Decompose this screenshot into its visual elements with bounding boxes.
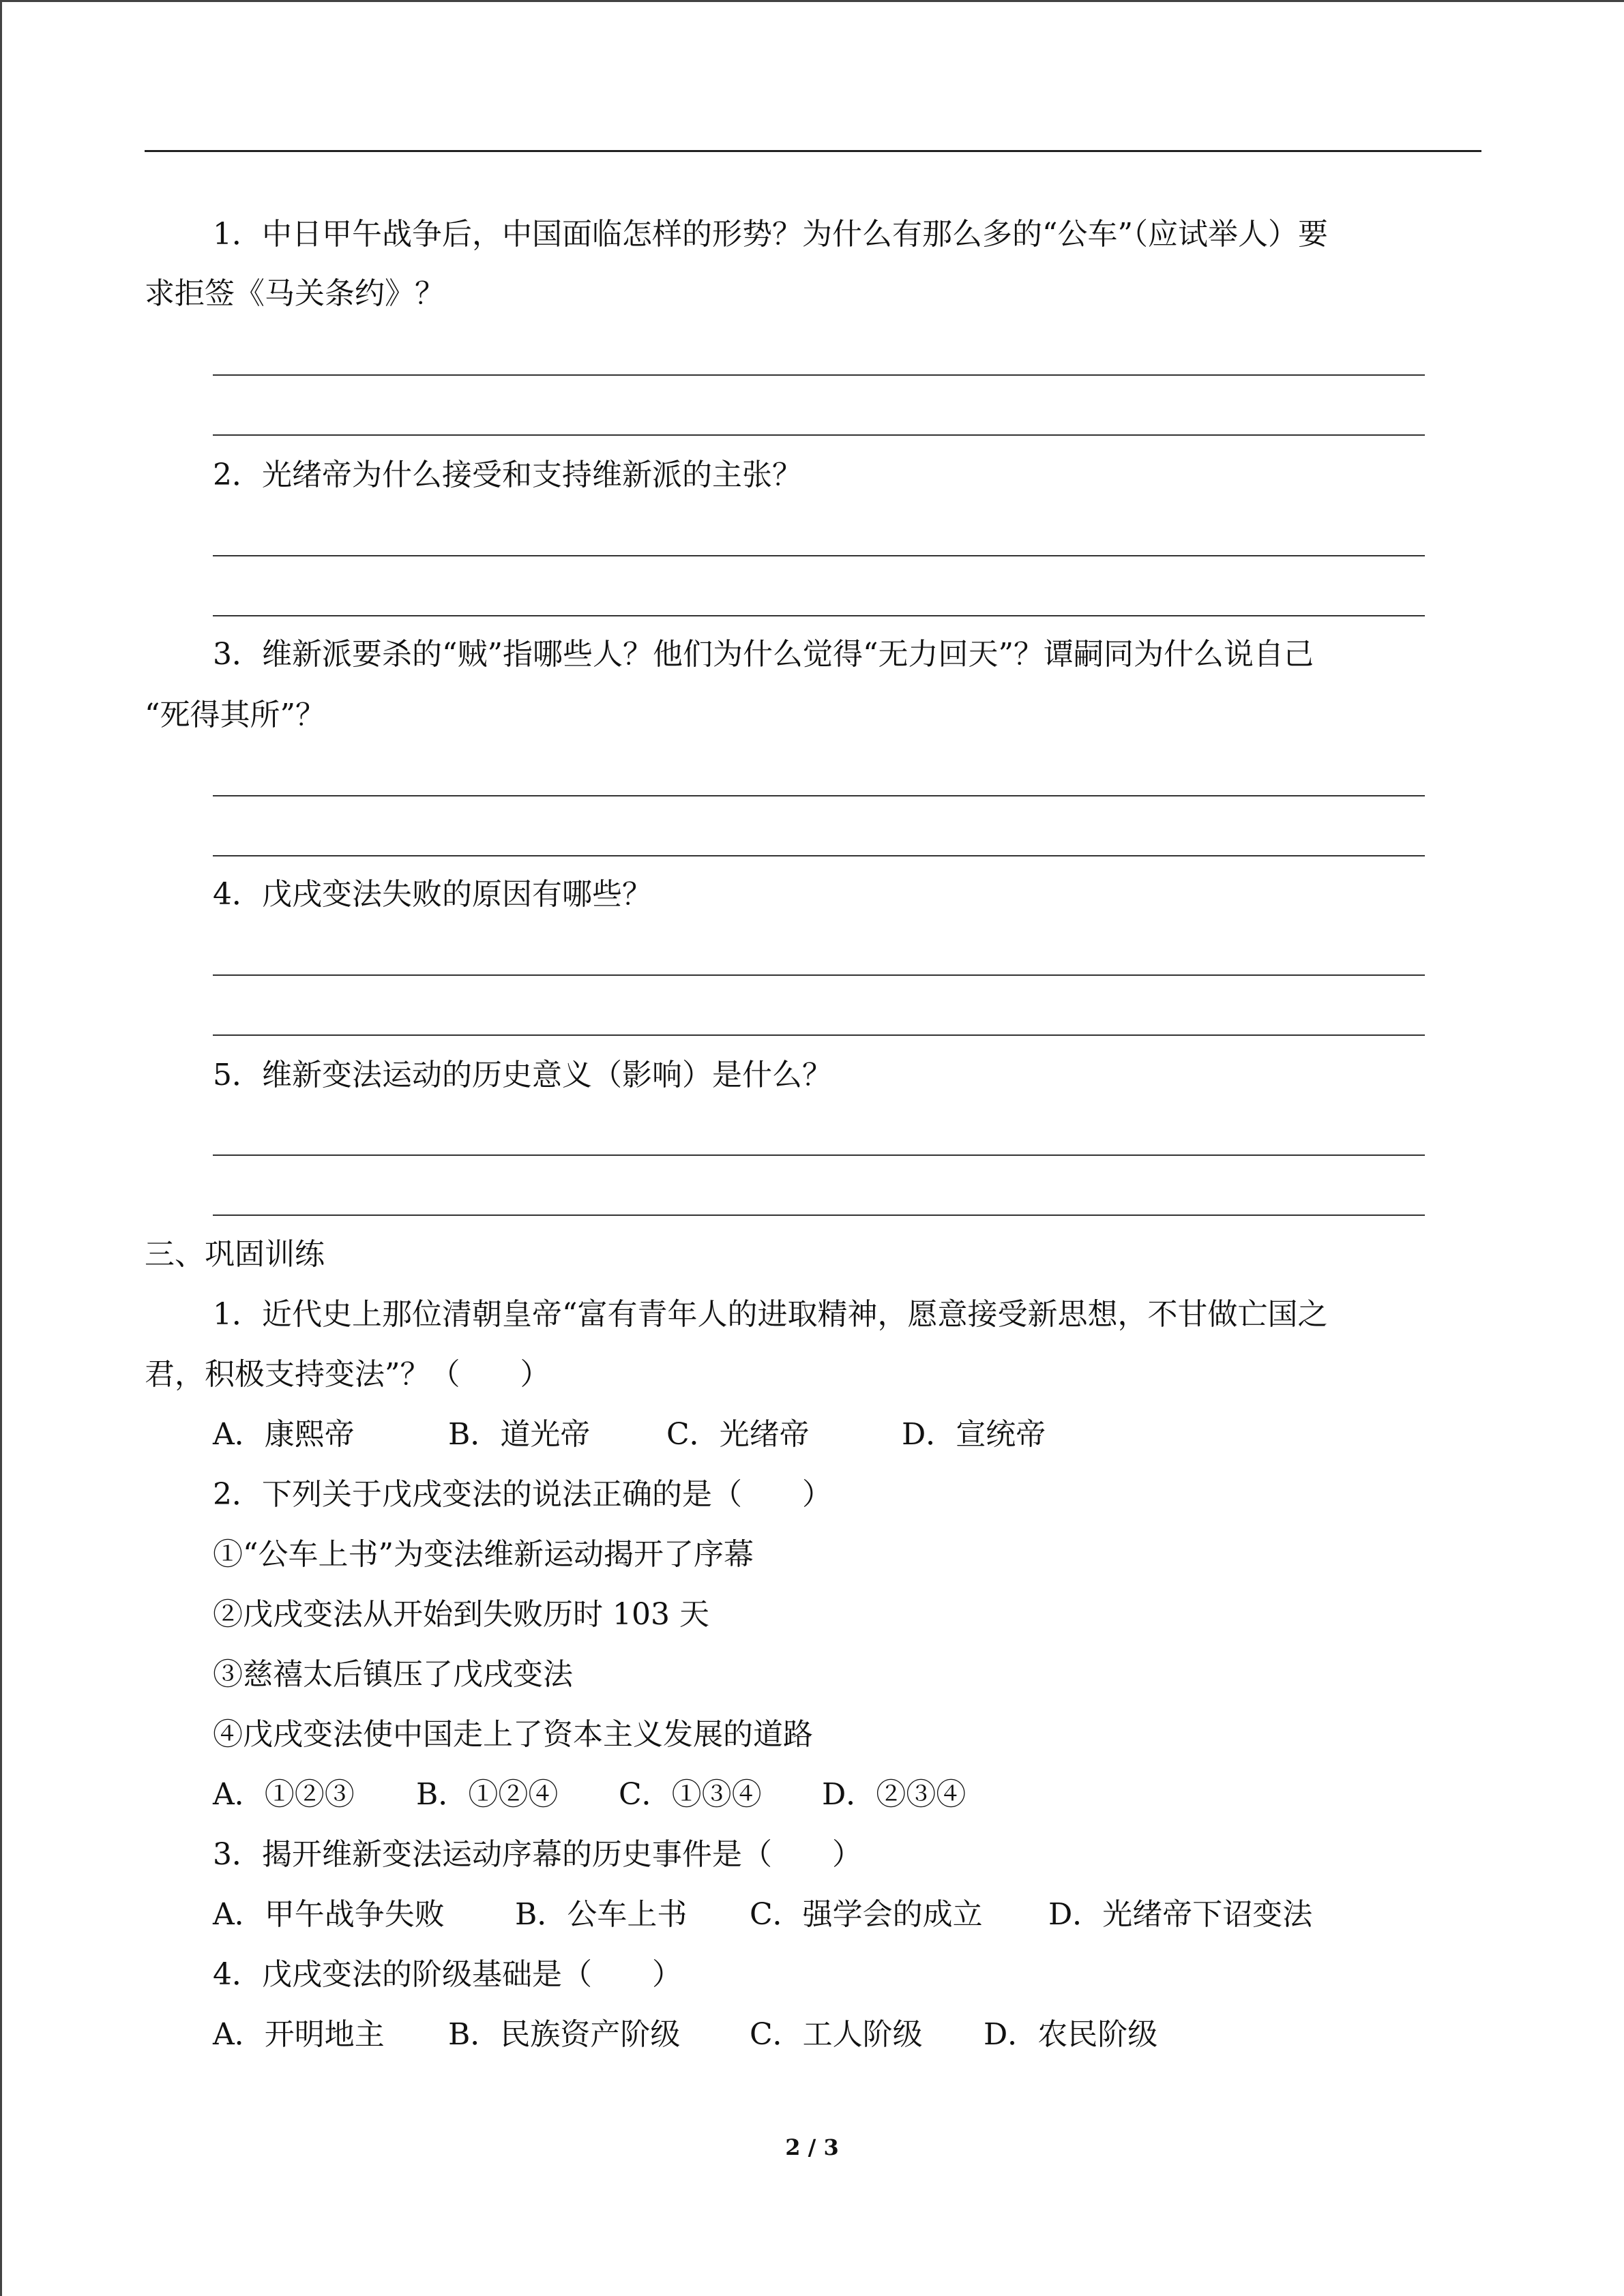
- section-3-title: 三、巩固训练: [145, 1237, 325, 1272]
- option-c[interactable]: C．光绪帝: [666, 1417, 810, 1452]
- option-b[interactable]: B．公车上书: [515, 1897, 688, 1932]
- question-2: 2．光绪帝为什么接受和支持维新派的主张？: [213, 458, 802, 492]
- practice-2-item: ①“公车上书”为变法维新运动揭开了序幕: [213, 1537, 754, 1572]
- option-b[interactable]: B．民族资产阶级: [448, 2017, 681, 2052]
- answer-line[interactable]: [213, 615, 1425, 616]
- question-4: 4．戊戌变法失败的原因有哪些？: [213, 877, 652, 912]
- page-frame-left: [0, 0, 2, 2296]
- answer-line[interactable]: [213, 795, 1425, 796]
- practice-2-item: ④戊戌变法使中国走上了资本主义发展的道路: [213, 1717, 813, 1752]
- option-c[interactable]: C．强学会的成立: [750, 1897, 983, 1932]
- answer-line[interactable]: [213, 974, 1425, 976]
- practice-3-stem: 3．揭开维新变法运动序幕的历史事件是（ ）: [213, 1837, 862, 1872]
- option-d[interactable]: D．宣统帝: [902, 1417, 1046, 1452]
- option-a[interactable]: A．甲午战争失败: [213, 1897, 445, 1932]
- answer-line[interactable]: [213, 1154, 1425, 1156]
- practice-2-stem: 2．下列关于戊戌变法的说法正确的是（ ）: [213, 1477, 832, 1512]
- question-3-line-2: “死得其所”？: [145, 698, 325, 732]
- option-b[interactable]: B．①②④: [416, 1777, 559, 1812]
- page-separator: /: [808, 2134, 816, 2160]
- question-5: 5．维新变法运动的历史意义（影响）是什么？: [213, 1058, 832, 1092]
- page-total: 3: [823, 2134, 839, 2160]
- practice-2-item: ②戊戌变法从开始到失败历时 103 天: [213, 1597, 709, 1632]
- answer-line[interactable]: [213, 374, 1425, 376]
- practice-4-stem: 4．戊戌变法的阶级基础是（ ）: [213, 1957, 682, 1992]
- page-current: 2: [785, 2134, 801, 2160]
- option-c[interactable]: C．①③④: [619, 1777, 762, 1812]
- question-1-line-2: 求拒签《马关条约》？: [145, 276, 445, 311]
- option-a[interactable]: A．①②③: [213, 1777, 355, 1812]
- page-frame-top: [0, 0, 1624, 2]
- practice-2-item: ③慈禧太后镇压了戊戌变法: [213, 1657, 573, 1692]
- answer-line[interactable]: [213, 434, 1425, 436]
- practice-1-line-2: 君，积极支持变法”？（ ）: [145, 1357, 550, 1392]
- answer-line[interactable]: [213, 555, 1425, 556]
- option-a[interactable]: A．开明地主: [213, 2017, 385, 2052]
- answer-line[interactable]: [213, 1214, 1425, 1216]
- option-d[interactable]: D．农民阶级: [984, 2017, 1158, 2052]
- practice-1-line-1: 1．近代史上那位清朝皇帝“富有青年人的进取精神，愿意接受新思想，不甘做亡国之: [213, 1297, 1328, 1332]
- question-3-line-1: 3．维新派要杀的“贼”指哪些人？他们为什么觉得“无力回天”？谭嗣同为什么说自己: [213, 637, 1314, 672]
- option-a[interactable]: A．康熙帝: [213, 1417, 355, 1452]
- page-number: [0, 2131, 1624, 2164]
- answer-line[interactable]: [213, 1034, 1425, 1036]
- answer-line[interactable]: [213, 855, 1425, 856]
- option-d[interactable]: D．②③④: [822, 1777, 966, 1812]
- header-rule: [145, 150, 1481, 152]
- option-d[interactable]: D．光绪帝下诏变法: [1048, 1897, 1313, 1932]
- option-b[interactable]: B．道光帝: [448, 1417, 591, 1452]
- option-c[interactable]: C．工人阶级: [750, 2017, 923, 2052]
- question-1-line-1: 1．中日甲午战争后，中国面临怎样的形势？为什么有那么多的“公车”（应试举人）要: [213, 217, 1328, 252]
